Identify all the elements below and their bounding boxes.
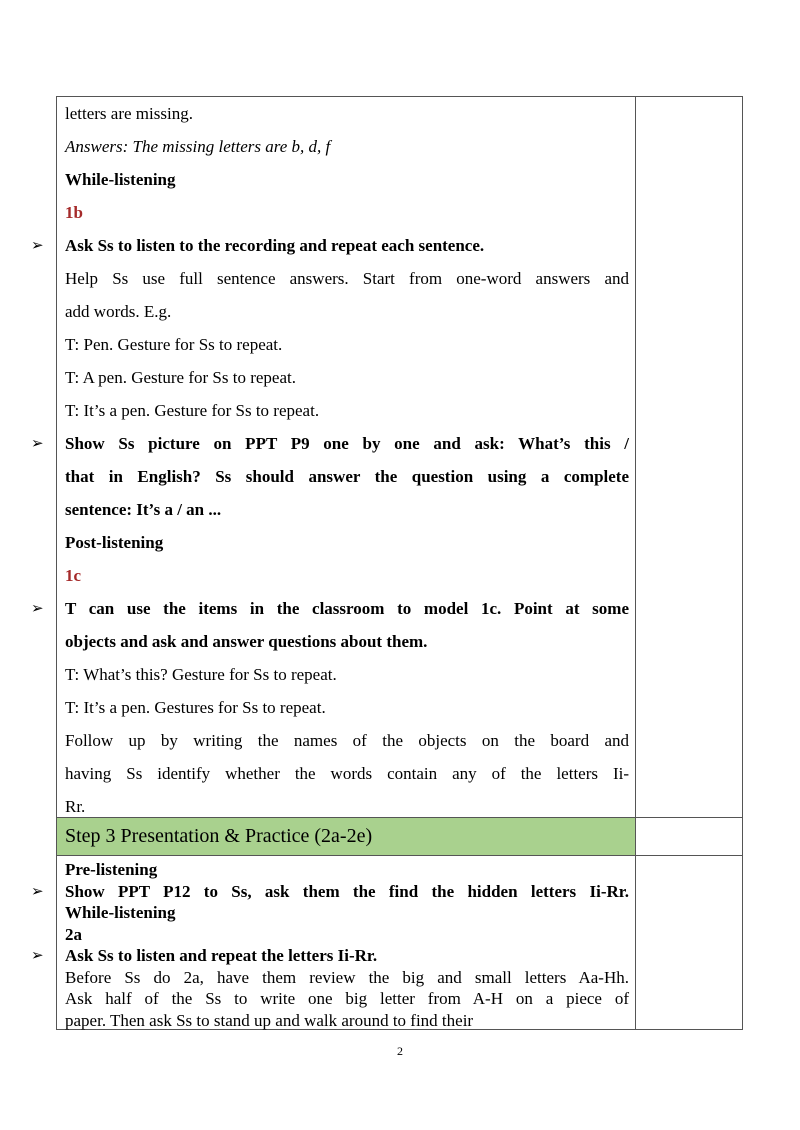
step-header-cell [57,818,636,856]
bullet-line [31,427,629,460]
text-line: T: A pen. Gesture for Ss to repeat. [65,368,296,387]
bullet-line [31,592,629,625]
bullet-arrow-icon: ➢ [31,434,44,452]
text-line: add words. E.g. [65,302,172,321]
subheading-while-listening: While-listening [65,170,176,189]
text-line: T: It’s a pen. Gesture for Ss to repeat. [65,401,320,420]
subheading-pre-listening: Pre-listening [65,860,158,879]
bullet-text: Ask Ss to listen and repeat the letters Ii-Rr. [65,946,378,965]
text-line: Before Ss do 2a, have them review the big and small letters Aa-Hh. [65,967,629,987]
notes-cell [636,856,743,1030]
bullet-text: Show Ss picture on PPT P9 one by one and ask: What’s this / [65,434,629,453]
text-line: having Ss identify whether the words contain any of the letters Ii- [65,764,629,783]
text-line: objects and ask and answer questions about them. [65,632,428,651]
text-line: Ask half of the Ss to write one big letter from A-H on a piece of [65,989,629,1008]
bullet-text: Ask Ss to listen to the recording and repeat each sentence. [65,236,485,255]
bullet-text: T can use the items in the classroom to model 1c. Point at some [65,599,629,618]
text-line: sentence: It’s a / an ... [65,500,222,519]
text-line: T: Pen. Gesture for Ss to repeat. [65,335,283,354]
bullet-line [31,945,629,967]
text-line: T: It’s a pen. Gestures for Ss to repeat. [65,698,326,717]
table-row [57,856,743,1030]
bullet-arrow-icon: ➢ [31,946,44,964]
page-number: 2 [397,1044,403,1058]
bullet-arrow-icon: ➢ [31,236,44,254]
text-line: that in English? Ss should answer the question using a complete [65,467,629,486]
subheading-post-listening: Post-listening [65,533,164,552]
content-cell [31,97,636,818]
text-line: Help Ss use full sentence answers. Start from one-word answers and [65,269,629,288]
lesson-plan-table [31,96,743,1030]
activity-label-1b: 1b [65,203,83,222]
bullet-line [31,881,629,903]
subheading-while-listening: While-listening [65,903,176,922]
step-header-row [57,818,743,856]
text-line: Rr. [65,797,86,816]
bullet-arrow-icon: ➢ [31,881,44,900]
text-line: paper. Then ask Ss to stand up and walk around to find their [65,1010,474,1030]
text-line: Follow up by writing the names of the objects on the board and [65,731,629,750]
content-cell [31,856,636,1030]
text-line: T: What’s this? Gesture for Ss to repeat. [65,665,337,684]
step-title: Step 3 Presentation & Practice (2a-2e) [65,825,373,847]
bullet-arrow-icon: ➢ [31,599,44,617]
table-row [57,97,743,818]
bullet-line [31,229,629,262]
text-line: letters are missing. [65,104,193,123]
notes-cell [636,818,743,856]
activity-label-1c: 1c [65,566,82,585]
notes-cell [636,97,743,818]
activity-label-2a: 2a [65,924,82,944]
answers-line: Answers: The missing letters are b, d, f [65,137,331,156]
bullet-text: Show PPT P12 to Ss, ask them the find the hidden letters Ii-Rr. [65,881,629,901]
